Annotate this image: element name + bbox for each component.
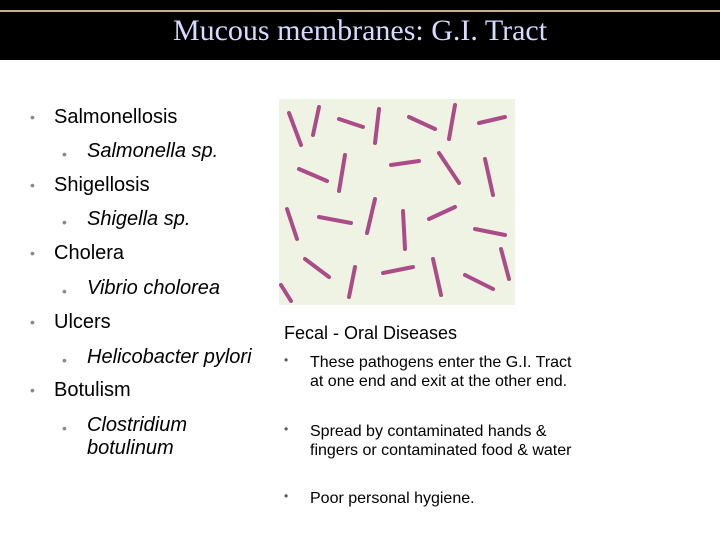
organism-name: Vibrio cholorea bbox=[87, 277, 221, 299]
disease-name: Salmonellosis bbox=[54, 106, 178, 128]
disease-name: Cholera bbox=[54, 242, 125, 264]
point-text: Spread by contaminated hands & fingers or contaminated food & water bbox=[310, 423, 572, 459]
disease-name: Botulism bbox=[54, 379, 131, 401]
point-text: Poor personal hygiene. bbox=[310, 490, 475, 507]
slide-title: Mucous membranes: G.I. Tract bbox=[172, 14, 548, 47]
point-text: These pathogens enter the G.I. Tract at one end and exit at the other end. bbox=[310, 354, 572, 390]
disease-name: Shigellosis bbox=[54, 174, 150, 196]
fecal-oral-heading: Fecal - Oral Diseases bbox=[284, 323, 458, 343]
title-bar bbox=[0, 0, 720, 60]
organism-name: Shigella sp. bbox=[87, 208, 191, 230]
title-divider bbox=[0, 10, 720, 12]
organism-name: Salmonella sp. bbox=[87, 140, 219, 162]
organism-name: Clostridium bbox=[87, 414, 188, 436]
bacteria-micrograph bbox=[279, 99, 515, 305]
organism-name-continued: botulinum bbox=[87, 437, 174, 459]
organism-name: Helicobacter pylori bbox=[87, 346, 252, 368]
disease-name: Ulcers bbox=[54, 311, 111, 333]
